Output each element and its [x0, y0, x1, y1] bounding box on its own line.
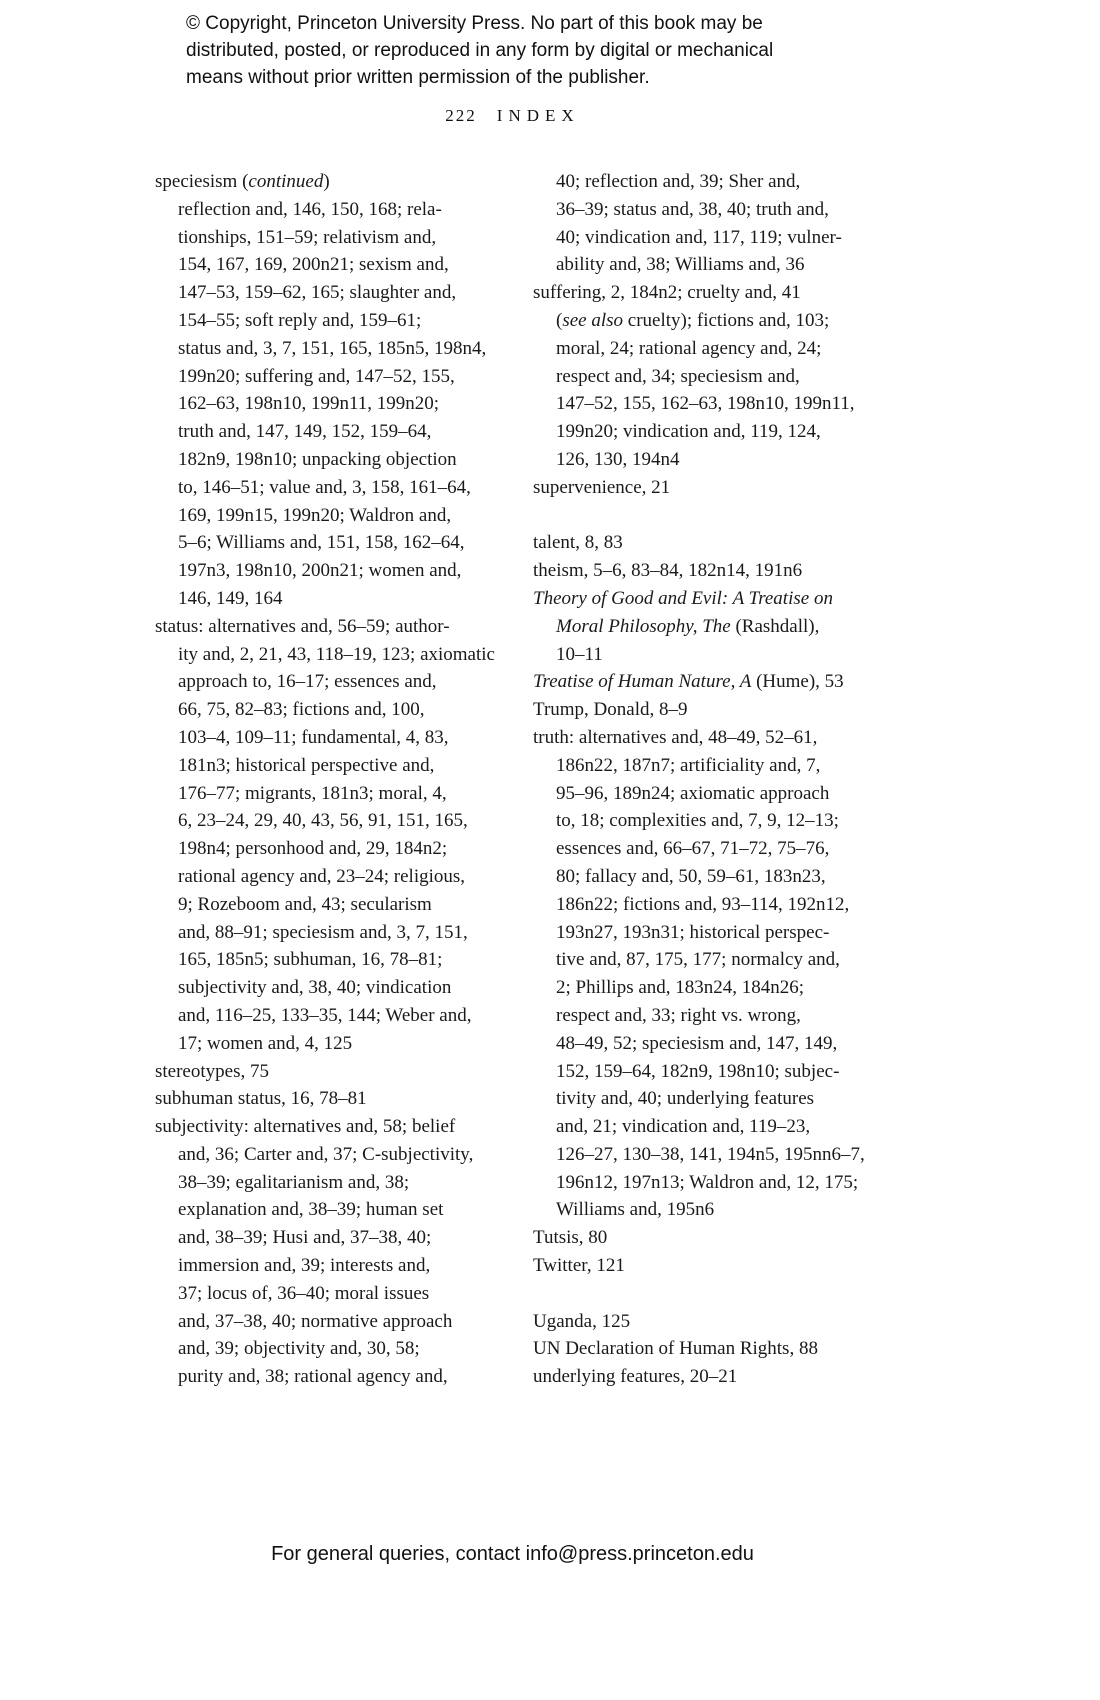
index-line: 126–27, 130–38, 141, 194n5, 195nn6–7,	[556, 1143, 865, 1165]
index-line: 38–39; egalitarianism and, 38;	[178, 1171, 410, 1193]
index-line: and, 39; objectivity and, 30, 58;	[178, 1338, 420, 1360]
index-column-left	[155, 168, 505, 1391]
copyright-line: distributed, posted, or reproduced in any form by digital or mechanical	[186, 40, 774, 61]
index-line: Treatise of Human Nature, A (Hume), 53	[533, 671, 844, 693]
footer-contact: For general queries, contact info@press.princeton.edu	[271, 1543, 754, 1565]
index-line: 36–39; status and, 38, 40; truth and,	[556, 198, 829, 220]
index-line: Trump, Donald, 8–9	[533, 699, 688, 721]
index-line: respect and, 33; right vs. wrong,	[556, 1004, 801, 1026]
index-line: 103–4, 109–11; fundamental, 4, 83,	[178, 726, 449, 748]
index-line: to, 18; complexities and, 7, 9, 12–13;	[556, 810, 839, 832]
index-line: to, 146–51; value and, 3, 158, 161–64,	[178, 476, 471, 498]
index-line: theism, 5–6, 83–84, 182n14, 191n6	[533, 560, 803, 582]
index-line: 196n12, 197n13; Waldron and, 12, 175;	[556, 1171, 859, 1193]
index-line: underlying features, 20–21	[533, 1366, 738, 1388]
index-line: 10–11	[556, 643, 603, 665]
index-line: 126, 130, 194n4	[556, 448, 680, 470]
index-columns	[155, 168, 895, 1391]
index-line: UN Declaration of Human Rights, 88	[533, 1338, 818, 1360]
index-line: 9; Rozeboom and, 43; secularism	[178, 893, 432, 915]
index-line: 186n22; fictions and, 93–114, 192n12,	[556, 893, 850, 915]
page-number: 222	[445, 106, 477, 125]
index-line: speciesism (continued)	[155, 171, 330, 192]
index-line: 80; fallacy and, 50, 59–61, 183n23,	[556, 865, 826, 887]
index-line: moral, 24; rational agency and, 24;	[556, 337, 822, 359]
index-line: approach to, 16–17; essences and,	[178, 671, 437, 693]
index-line: 193n27, 193n31; historical perspec-	[556, 921, 830, 943]
index-line: immersion and, 39; interests and,	[178, 1255, 431, 1277]
index-line: tivity and, 40; underlying features	[556, 1088, 815, 1110]
index-line: and, 21; vindication and, 119–23,	[556, 1116, 811, 1138]
index-line: 66, 75, 82–83; fictions and, 100,	[178, 699, 425, 721]
index-line: truth and, 147, 149, 152, 159–64,	[178, 421, 432, 443]
index-line: 5–6; Williams and, 151, 158, 162–64,	[178, 532, 465, 554]
copyright-notice	[186, 10, 876, 91]
index-line: 2; Phillips and, 183n24, 184n26;	[556, 977, 805, 999]
copyright-line: © Copyright, Princeton University Press. No part of this book may be	[186, 13, 763, 34]
index-line: 146, 149, 164	[178, 587, 283, 609]
index-line: 162–63, 198n10, 199n11, 199n20;	[178, 393, 440, 415]
index-line: 6, 23–24, 29, 40, 43, 56, 91, 151, 165,	[178, 810, 468, 832]
index-line: 147–53, 159–62, 165; slaughter and,	[178, 282, 457, 304]
index-line: Theory of Good and Evil: A Treatise on	[533, 587, 833, 609]
index-line: tionships, 151–59; relativism and,	[178, 226, 437, 248]
index-line: (see also cruelty); fictions and, 103;	[556, 309, 830, 331]
index-line: subjectivity: alternatives and, 58; belief	[155, 1116, 456, 1138]
index-line: and, 36; Carter and, 37; C-subjectivity,	[178, 1143, 474, 1165]
index-line: 152, 159–64, 182n9, 198n10; subjec-	[556, 1060, 840, 1082]
page-header	[155, 106, 870, 126]
index-line: 40; reflection and, 39; Sher and,	[556, 171, 801, 192]
index-line: talent, 8, 83	[533, 532, 623, 554]
index-line: supervenience, 21	[533, 476, 671, 498]
index-line: stereotypes, 75	[155, 1060, 269, 1082]
index-line: purity and, 38; rational agency and,	[178, 1366, 448, 1388]
index-title: INDEX	[496, 106, 580, 125]
index-line: 176–77; migrants, 181n3; moral, 4,	[178, 782, 447, 804]
index-column-right	[533, 168, 895, 1391]
index-line: and, 37–38, 40; normative approach	[178, 1310, 453, 1332]
index-line: 169, 199n15, 199n20; Waldron and,	[178, 504, 452, 526]
index-line: truth: alternatives and, 48–49, 52–61,	[533, 726, 818, 748]
index-line: and, 38–39; Husi and, 37–38, 40;	[178, 1227, 432, 1249]
index-line: 154, 167, 169, 200n21; sexism and,	[178, 254, 449, 276]
index-line: subjectivity and, 38, 40; vindication	[178, 977, 452, 999]
index-line: essences and, 66–67, 71–72, 75–76,	[556, 838, 830, 860]
index-line: 181n3; historical perspective and,	[178, 754, 435, 776]
index-line: respect and, 34; speciesism and,	[556, 365, 800, 387]
index-line: suffering, 2, 184n2; cruelty and, 41	[533, 282, 801, 304]
index-line: subhuman status, 16, 78–81	[155, 1088, 367, 1110]
index-line: 17; women and, 4, 125	[178, 1032, 353, 1054]
index-line: Williams and, 195n6	[556, 1199, 715, 1221]
index-line: Moral Philosophy, The (Rashdall),	[556, 615, 820, 637]
index-line: status and, 3, 7, 151, 165, 185n5, 198n4,	[178, 337, 487, 359]
index-line: 197n3, 198n10, 200n21; women and,	[178, 560, 462, 582]
index-line: 199n20; vindication and, 119, 124,	[556, 421, 821, 443]
index-line: 95–96, 189n24; axiomatic approach	[556, 782, 830, 804]
index-line: Uganda, 125	[533, 1310, 631, 1332]
index-line: 48–49, 52; speciesism and, 147, 149,	[556, 1032, 838, 1054]
index-line: 199n20; suffering and, 147–52, 155,	[178, 365, 455, 387]
index-line: 154–55; soft reply and, 159–61;	[178, 309, 422, 331]
index-line: 186n22, 187n7; artificiality and, 7,	[556, 754, 821, 776]
index-line: ity and, 2, 21, 43, 118–19, 123; axiomatic	[178, 643, 495, 665]
index-line: 40; vindication and, 117, 119; vulner-	[556, 226, 842, 248]
copyright-line: means without prior written permission of the publisher.	[186, 67, 650, 88]
index-line: 165, 185n5; subhuman, 16, 78–81;	[178, 949, 443, 971]
index-line: 37; locus of, 36–40; moral issues	[178, 1282, 430, 1304]
index-line: 147–52, 155, 162–63, 198n10, 199n11,	[556, 393, 855, 415]
index-line: rational agency and, 23–24; religious,	[178, 865, 466, 887]
index-line: 198n4; personhood and, 29, 184n2;	[178, 838, 448, 860]
index-line: tive and, 87, 175, 177; normalcy and,	[556, 949, 840, 971]
index-line: Tutsis, 80	[533, 1227, 608, 1249]
index-line: and, 88–91; speciesism and, 3, 7, 151,	[178, 921, 468, 943]
index-line: 182n9, 198n10; unpacking objection	[178, 448, 457, 470]
index-line: and, 116–25, 133–35, 144; Weber and,	[178, 1004, 472, 1026]
index-line: explanation and, 38–39; human set	[178, 1199, 444, 1221]
index-line: Twitter, 121	[533, 1255, 625, 1277]
index-line: ability and, 38; Williams and, 36	[556, 254, 805, 276]
index-line: reflection and, 146, 150, 168; rela-	[178, 198, 442, 220]
index-line: status: alternatives and, 56–59; author-	[155, 615, 450, 637]
